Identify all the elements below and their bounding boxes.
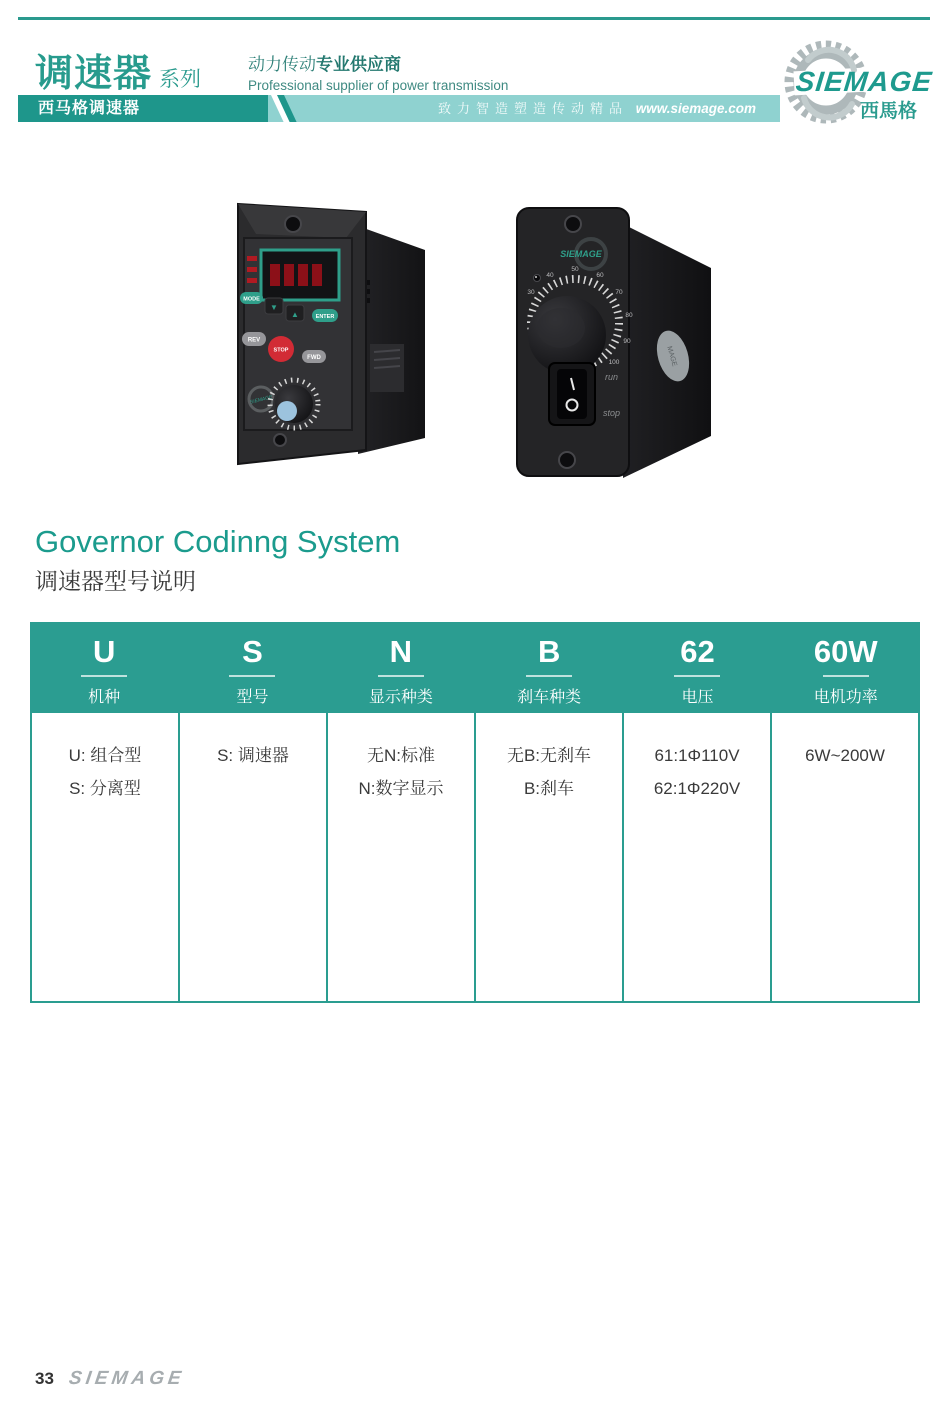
dial-number: 60: [596, 272, 604, 279]
subbrand-label: 西马格调速器: [38, 100, 141, 117]
dial-number: 70: [615, 289, 623, 296]
rev-button-label: REV: [247, 337, 261, 344]
panel-governor-illustration: [228, 192, 448, 480]
website-url: www.siemage.com: [635, 101, 756, 116]
siemage-logo: [768, 32, 938, 132]
panel-brand-emblem: SIEMAGE: [249, 394, 274, 406]
governor-coding-table: [30, 622, 920, 1003]
header-cell-model: S 型号: [178, 622, 326, 713]
slogan-chinese: 动力传动专业供应商: [248, 55, 401, 74]
coding-table-header: [30, 622, 920, 713]
mode-button-label: MODE: [243, 296, 260, 303]
up-arrow-button: ▲: [291, 310, 299, 319]
page-footer: [35, 1368, 185, 1390]
section-title-english: Governor Codinng System: [35, 524, 401, 559]
dial-number: 50: [571, 266, 579, 273]
coding-table-body: [30, 713, 920, 1003]
down-arrow-button: ▼: [270, 303, 278, 312]
dial-number: 90: [623, 338, 631, 345]
cell-machine-type: U: 组合型 S: 分离型: [32, 713, 180, 1001]
series-title-suffix: 系列: [159, 68, 202, 91]
cell-display-type: 无N:标准 N:数字显示: [328, 713, 476, 1001]
header-underline: [229, 675, 275, 677]
cell-voltage: 61:1Φ110V 62:1Φ220V: [624, 713, 772, 1001]
product-photo-panel-governor: [228, 192, 448, 485]
product-photo-knob-controller: [505, 198, 723, 491]
cell-model: S: 调速器: [180, 713, 328, 1001]
stop-button-label: STOP: [273, 347, 289, 354]
run-label: run: [605, 372, 619, 382]
slogan-english: Professional supplier of power transmission: [248, 78, 509, 93]
top-divider-line: [18, 17, 930, 20]
knob-controller-illustration: [505, 198, 723, 486]
header-underline: [81, 675, 127, 677]
header-cell-display-type: N 显示种类: [368, 634, 433, 706]
fwd-button-label: FWD: [307, 355, 321, 361]
header-cell-machine-type: U 机种: [30, 622, 178, 713]
page-number: 33: [35, 1369, 54, 1388]
dial-number: 80: [625, 312, 633, 319]
knob-unit-brand: SIEMAGE: [560, 249, 602, 259]
header-underline: [823, 675, 869, 677]
dial-number: 100: [608, 359, 620, 366]
ribbon-slogan-text: 致力智造塑造传动精品: [437, 101, 628, 116]
header-cell-motor-power: 60W 电机功率: [813, 634, 878, 706]
header-ribbon: [18, 95, 780, 122]
company-slogan: [248, 50, 508, 93]
logo-wordmark: SIEMAGE: [794, 66, 934, 97]
dial-number: 40: [546, 272, 554, 279]
section-title-chinese: 调速器型号说明: [35, 568, 196, 594]
logo-chinese-name: 西馬格: [860, 101, 918, 122]
stop-label: stop: [603, 408, 621, 418]
cell-brake-type: 无B:无刹车 B:刹车: [476, 713, 624, 1001]
header-cell-voltage: 62 电压: [623, 622, 771, 713]
side-sticker-label: MAGE: [665, 345, 678, 368]
enter-button-label: ENTER: [315, 314, 335, 320]
cell-motor-power: 6W~200W: [805, 746, 885, 765]
header-cell-brake-type: B 刹车种类: [517, 634, 582, 706]
header-underline: [378, 675, 424, 677]
header-underline: [674, 675, 720, 677]
dial-number: 30: [527, 289, 535, 296]
header-ribbon-dark-segment: [18, 95, 268, 122]
header-underline: [526, 675, 572, 677]
footer-brand-logo: SIEMAGE: [67, 1368, 187, 1389]
series-title: [35, 42, 201, 97]
series-title-main: 调速器: [35, 53, 153, 95]
